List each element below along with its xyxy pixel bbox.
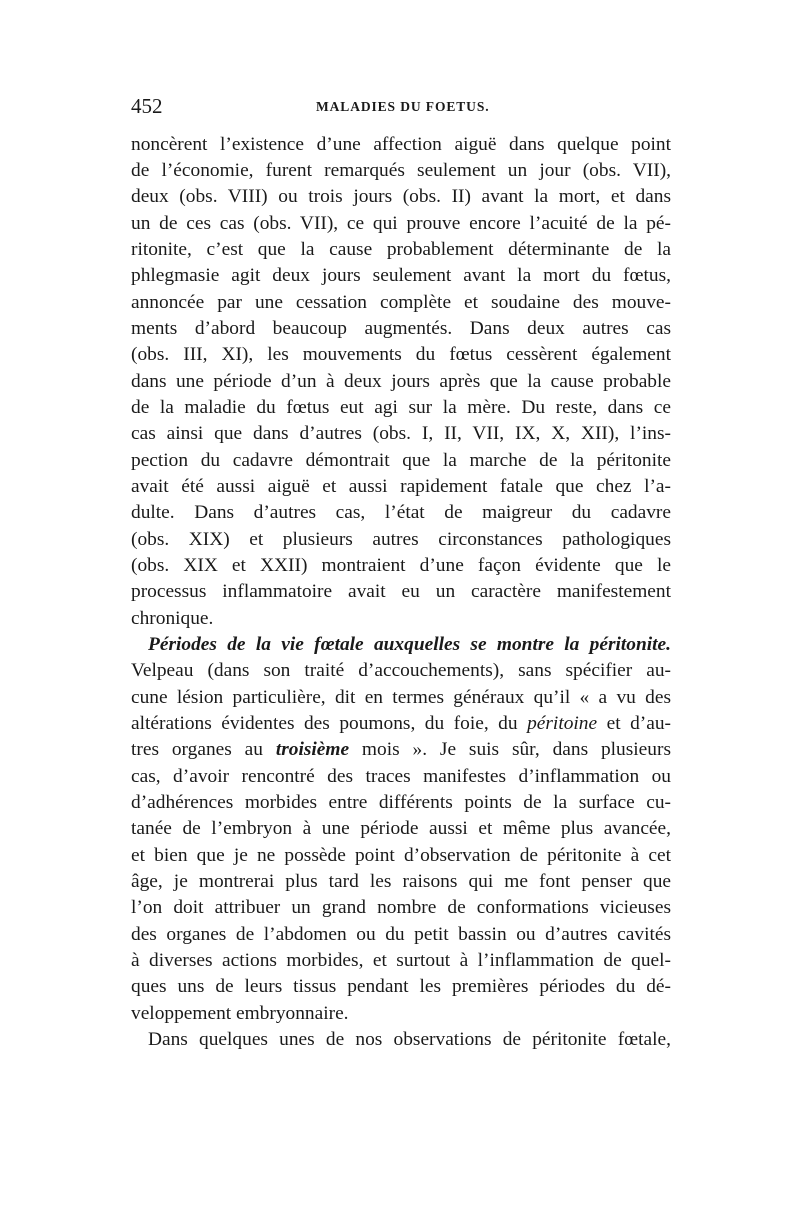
text-line: un de ces cas (obs. VII), ce qui prouve encore l’acuité de la pé- [131,213,671,234]
text-line: ments d’abord beaucoup augmentés. Dans deux autres cas [131,318,671,339]
text-line [131,712,671,736]
emphasis-peritoine: péritoine [527,713,598,734]
text-line: deux (obs. VIII) ou trois jours (obs. II) avant la mort, et dans [131,186,671,207]
text-line: cas ainsi que dans d’autres (obs. I, II, VII, IX, X, XII), l’ins- [131,423,671,444]
text-line: à diverses actions morbides, et surtout à l’inflammation de quel- [131,950,671,971]
text-line: de l’économie, furent remarqués seulement un jour (obs. VII), [131,160,671,181]
text-line: l’on doit attribuer un grand nombre de conformations vicieuses [131,897,671,918]
text-line: cune lésion particulière, dit en termes généraux qu’il « a vu des [131,687,671,708]
text-line: d’adhérences morbides entre différents points de la surface cu- [131,792,671,813]
text-line: (obs. XIX) et plusieurs autres circonstances pathologiques [131,529,671,550]
text-line: avait été aussi aiguë et aussi rapidement fatale que chez l’a- [131,476,671,497]
text-line: et bien que je ne possède point d’observation de péritonite à cet [131,845,671,866]
text-line: (obs. III, XI), les mouvements du fœtus cessèrent également [131,344,671,365]
text-line: âge, je montrerai plus tard les raisons qui me font penser que [131,871,671,892]
text-line: chronique. [131,608,214,629]
text-line: tanée de l’embryon à une période aussi et même plus avancée, [131,818,671,839]
emphasis-troisieme: troisième [275,739,350,760]
running-title: MALADIES DU FOETUS. [316,99,490,114]
page-number: 452 [131,94,163,118]
text-line: Velpeau (dans son traité d’accouchements), sans spécifier au- [131,660,671,681]
text-run: tres organes au [131,739,276,760]
text-line: de la maladie du fœtus eut agi sur la mère. Du reste, dans ce [131,397,671,418]
text-line: cas, d’avoir rencontré des traces manifestes d’inflammation ou [131,766,671,787]
text-line: ritonite, c’est que la cause probablement déterminante de la [131,239,671,260]
text-line [131,738,671,762]
text-line: dulte. Dans d’autres cas, l’état de maigreur du cadavre [131,502,671,523]
text-run: et d’au- [597,713,672,734]
text-line: veloppement embryonnaire. [131,1003,349,1024]
text-line: Dans quelques unes de nos observations de péritonite fœtale, [148,1029,671,1050]
page-header [131,94,671,118]
text-line: des organes de l’abdomen ou du petit bassin ou d’autres cavités [131,924,671,945]
text-line: annoncée par une cessation complète et soudaine des mouve- [131,292,671,313]
text-line: (obs. XIX et XXII) montraient d’une façon évidente que le [131,555,671,576]
section-heading: Périodes de la vie fœtale auxquelles se montre la péritonite. [148,634,671,655]
text-run: altérations évidentes des poumons, du foie, du [131,713,528,734]
text-line: noncèrent l’existence d’une affection aiguë dans quelque point [131,134,671,155]
text-line: ques uns de leurs tissus pendant les premières périodes du dé- [131,976,671,997]
text-line: phlegmasie agit deux jours seulement avant la mort du fœtus, [131,265,671,286]
text-line: processus inflammatoire avait eu un caractère manifestement [131,581,671,602]
text-run: mois ». Je suis sûr, dans plusieurs [349,739,671,760]
text-line: pection du cadavre démontrait que la marche de la péritonite [131,450,671,471]
text-line: dans une période d’un à deux jours après que la cause probable [131,371,671,392]
